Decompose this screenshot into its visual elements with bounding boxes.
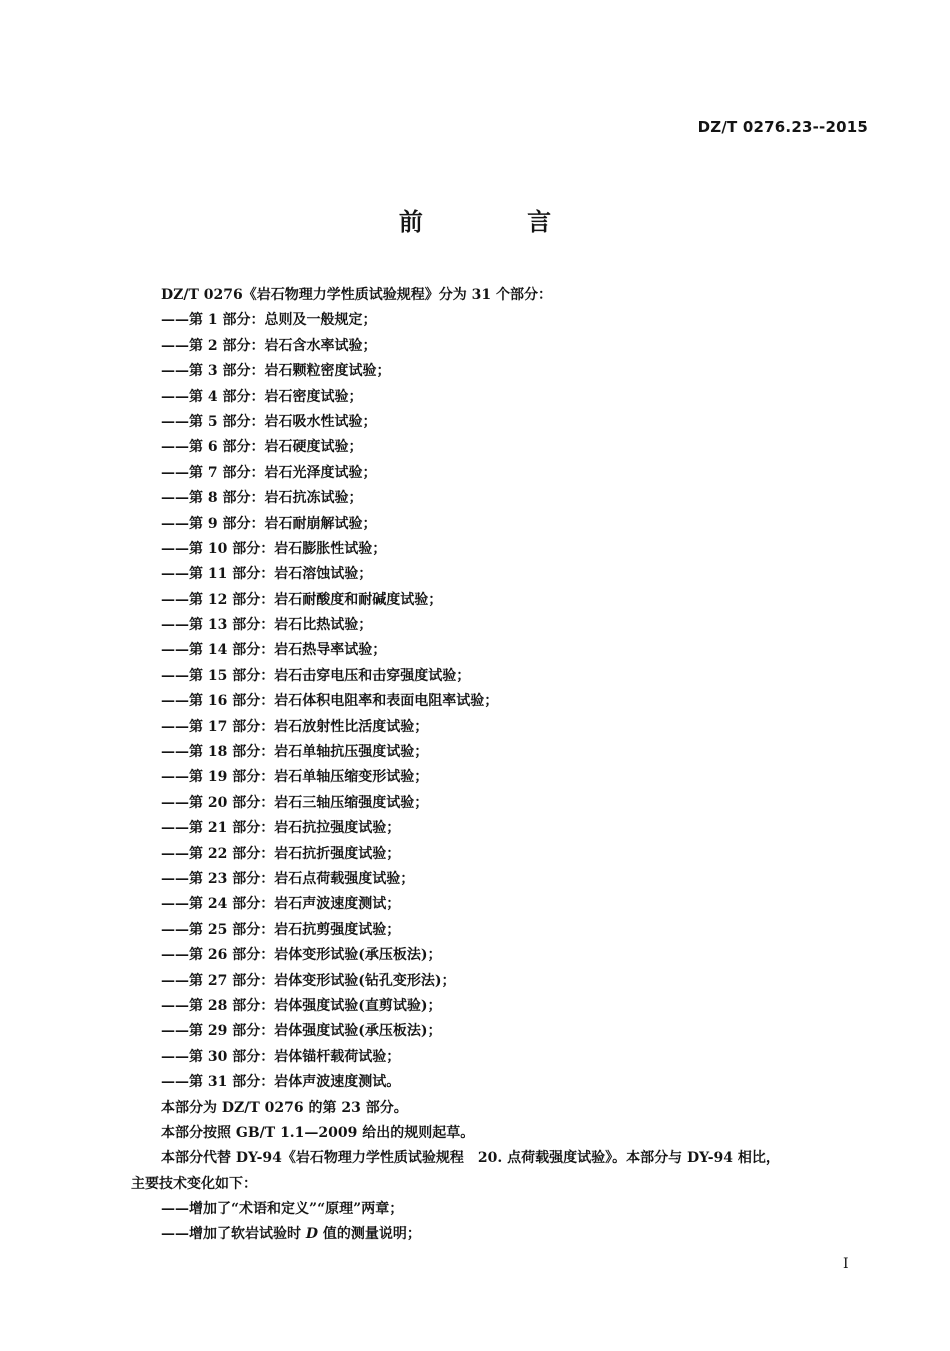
part-list-item: ——第 2 部分：岩石含水率试验； — [161, 337, 377, 354]
statement-replace-continued: 主要技术变化如下： — [131, 1175, 257, 1192]
part-list-item: ——第 14 部分：岩石热导率试验； — [161, 642, 387, 659]
change-item: ——增加了“术语和定义”“原理”两章； — [161, 1201, 404, 1218]
part-list-item: ——第 22 部分：岩石抗折强度试验； — [161, 845, 401, 862]
part-list-item: ——第 11 部分：岩石溶蚀试验； — [161, 566, 373, 583]
part-list-item: ——第 26 部分：岩体变形试验(承压板法)； — [161, 947, 442, 964]
part-list-item: ——第 16 部分：岩石体积电阻率和表面电阻率试验； — [161, 693, 499, 710]
page-title: 前 言 — [398, 208, 600, 236]
part-list-item: ——第 30 部分：岩体锚杆载荷试验； — [161, 1048, 401, 1065]
part-list-item: ——第 3 部分：岩石颗粒密度试验； — [161, 363, 391, 380]
part-list-item: ——第 6 部分：岩石硬度试验； — [161, 439, 363, 456]
part-list-item: ——第 13 部分：岩石比热试验； — [161, 617, 373, 634]
part-list-item: ——第 20 部分：岩石三轴压缩强度试验； — [161, 794, 429, 811]
part-list-item: ——第 31 部分：岩体声波速度测试。 — [161, 1074, 401, 1091]
part-list-item: ——第 10 部分：岩石膨胀性试验； — [161, 540, 387, 557]
preface-body — [131, 283, 891, 1248]
parts-list — [131, 308, 891, 1095]
part-list-item: ——第 15 部分：岩石击穿电压和击穿强度试验； — [161, 667, 471, 684]
part-list-item: ——第 21 部分：岩石抗拉强度试验； — [161, 820, 401, 837]
part-list-item: ——第 7 部分：岩石光泽度试验； — [161, 464, 377, 481]
part-list-item: ——第 5 部分：岩石吸水性试验； — [161, 413, 377, 430]
part-list-item: ——第 29 部分：岩体强度试验(承压板法)； — [161, 1023, 442, 1040]
part-list-item: ——第 23 部分：岩石点荷载强度试验； — [161, 870, 415, 887]
part-list-item: ——第 4 部分：岩石密度试验； — [161, 388, 363, 405]
statement-replace: 本部分代替 DY-94《岩石物理力学性质试验规程 20. 点荷载强度试验》。本部分与 DY-94 相比， — [161, 1150, 780, 1167]
statement-part: 本部分为 DZ/T 0276 的第 23 部分。 — [161, 1099, 408, 1116]
change-item — [131, 1222, 891, 1247]
variable-d: D — [305, 1226, 319, 1243]
part-list-item: ——第 1 部分：总则及一般规定； — [161, 312, 377, 329]
part-list-item: ——第 9 部分：岩石耐崩解试验； — [161, 515, 377, 532]
part-list-item: ——第 28 部分：岩体强度试验(直剪试验)； — [161, 997, 442, 1014]
part-list-item: ——第 24 部分：岩石声波速度测试； — [161, 896, 401, 913]
part-list-item: ——第 27 部分：岩体变形试验(钻孔变形法)； — [161, 972, 456, 989]
part-list-item: ——第 25 部分：岩石抗剪强度试验； — [161, 921, 401, 938]
part-list-item: ——第 17 部分：岩石放射性比活度试验； — [161, 718, 429, 735]
page-number: I — [843, 1256, 849, 1272]
part-list-item: ——第 12 部分：岩石耐酸度和耐碱度试验； — [161, 591, 443, 608]
part-list-item: ——第 8 部分：岩石抗冻试验； — [161, 490, 363, 507]
part-list-item: ——第 19 部分：岩石单轴压缩变形试验； — [161, 769, 429, 786]
change-text: 值的测量说明； — [318, 1226, 421, 1243]
change-text: ——增加了软岩试验时 — [161, 1226, 306, 1243]
statement-rules: 本部分按照 GB/T 1.1—2009 给出的规则起草。 — [161, 1124, 475, 1141]
part-list-item: ——第 18 部分：岩石单轴抗压强度试验； — [161, 744, 429, 761]
intro-paragraph: DZ/T 0276《岩石物理力学性质试验规程》分为 31 个部分： — [161, 287, 552, 303]
standard-code: DZ/T 0276.23--2015 — [697, 118, 868, 136]
